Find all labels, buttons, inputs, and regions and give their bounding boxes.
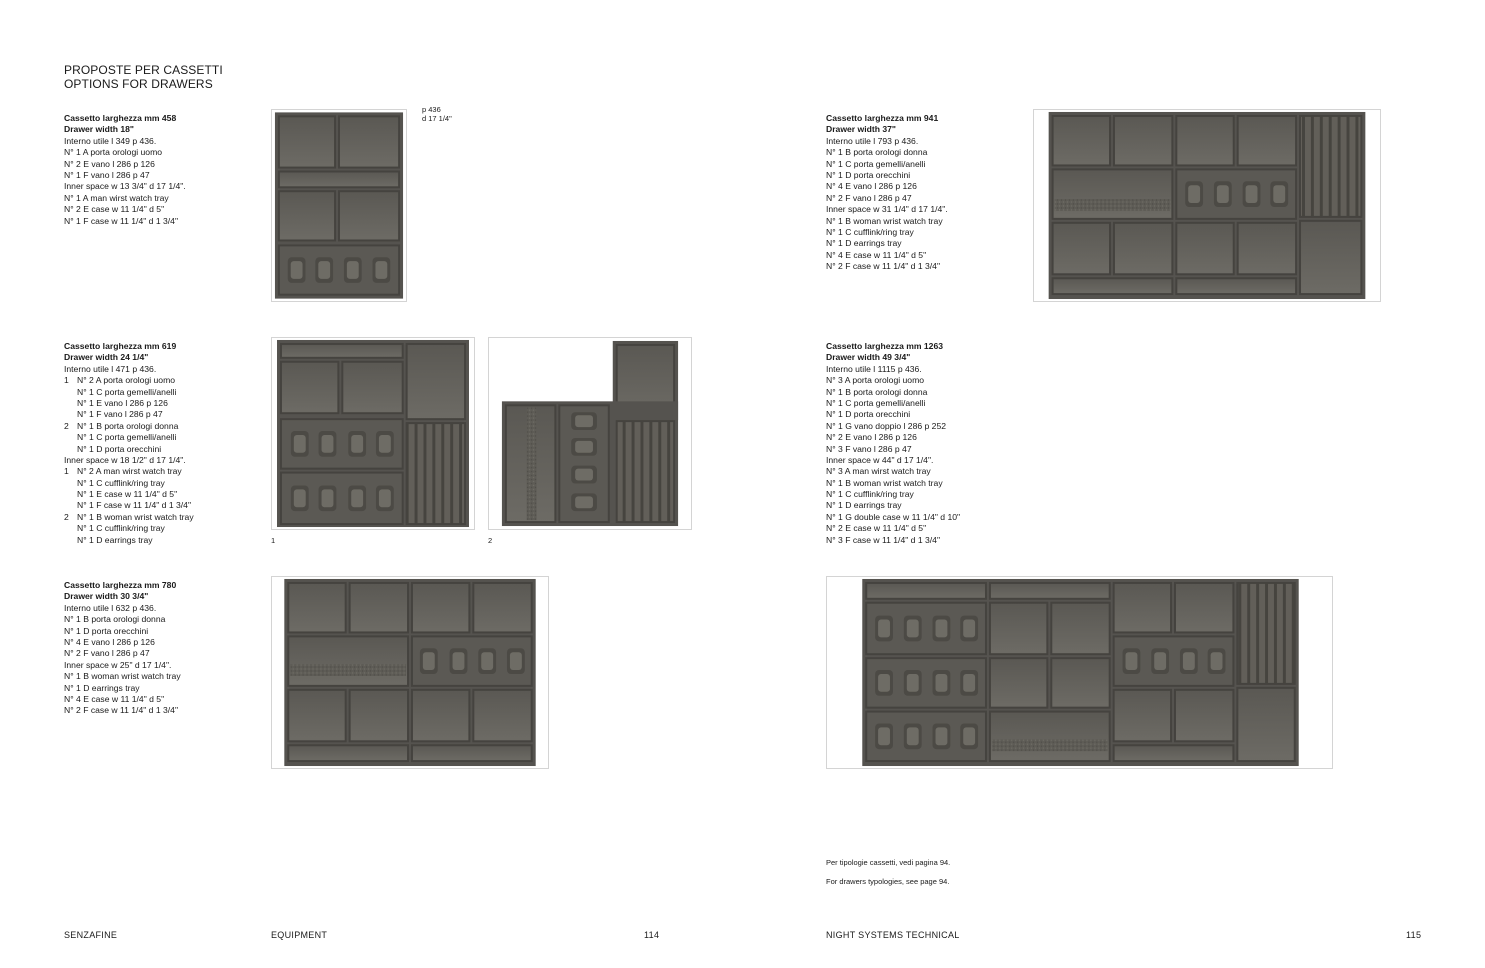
spec-line: N° 1 D porta orecchini [826,169,911,180]
spec-line: N° 4 E case w 11 1/4" d 5" [826,249,927,260]
spec-line: Inner space w 25" d 17 1/4". [64,659,172,670]
drawer-tray-619-option-2 [488,337,692,530]
spec-line: 2 N° 1 B porta orologi donna [64,420,179,431]
footer-section-right: NIGHT SYSTEMS TECHNICAL [826,930,960,940]
spec-line: N° 3 A man wirst watch tray [826,466,931,477]
spec-line: Inner space w 13 3/4" d 17 1/4". [64,181,186,192]
spec-line: Inner space w 18 1/2" d 17 1/4". [64,454,186,465]
drawer-tray-619-option-1-drawing [272,338,474,529]
footer-brand: SENZAFINE [64,930,118,940]
spec-line: N° 3 F vano l 286 p 47 [826,443,912,454]
option-number: 2 [64,420,69,431]
spec-line: N° 1 F case w 11 1/4" d 1 3/4" [77,500,191,511]
spec-line: N° 1 C cufflink/ring tray [826,226,914,237]
drawer-tray-458 [271,109,407,302]
spec-line: Interno utile l 471 p 436. [64,363,157,374]
dimension-depth-in: d 17 1/4" [422,114,452,123]
option-number: 1 [64,375,69,386]
spec-line: N° 2 E vano l 286 p 126 [826,432,917,443]
spec-title-it: Cassetto larghezza mm 458 [64,113,177,123]
option-number: 1 [64,466,69,477]
spec-line: Interno utile l 349 p 436. [64,135,157,146]
spec-title-en: Drawer width 49 3/4" [826,352,911,363]
spec-line: N° 1 C cufflink/ring tray [77,523,165,534]
spec-line: N° 1 F case w 11 1/4" d 1 3/4" [64,215,178,226]
spec-line: N° 1 C porta gemelli/anelli [826,397,926,408]
spec-line: 1 N° 2 A porta orologi uomo [64,375,176,386]
spec-line: N° 2 E vano l 286 p 126 [64,158,155,169]
spec-line: Inner space w 44" d 17 1/4". [826,454,934,465]
spec-block-941 [826,113,948,272]
spec-block-619 [64,341,194,546]
spec-line: Interno utile l 793 p 436. [826,135,919,146]
spec-block-1263 [826,341,960,546]
spec-line: N° 1 B woman wrist watch tray [826,215,943,226]
drawer-tray-941-drawing [1034,110,1380,301]
spec-title-en: Drawer width 37" [826,124,896,135]
option-2-caption: 2 [488,536,493,545]
dimension-note [422,105,452,123]
drawer-tray-1263 [826,576,1333,769]
footnote-italian: Per tipologie cassetti, vedi pagina 94. [826,858,951,867]
spec-line: N° 1 D earrings tray [826,500,902,511]
spec-line: N° 1 D earrings tray [77,534,153,545]
spec-line: N° 2 F case w 11 1/4" d 1 3/4" [826,261,940,272]
dimension-depth-mm: p 436 [422,105,441,114]
drawer-tray-458-drawing [272,110,406,301]
spec-line: 1 N° 2 A man wirst watch tray [64,466,182,477]
spec-line: N° 3 F case w 11 1/4" d 1 3/4" [826,534,940,545]
drawer-tray-780 [271,576,549,769]
spec-line: N° 1 D porta orecchini [64,625,149,636]
spec-title-it: Cassetto larghezza mm 941 [826,113,939,123]
drawer-tray-619-option-2-drawing [489,338,691,529]
spec-line: N° 1 G vano doppio l 286 p 252 [826,420,947,431]
footer-page-number-left: 114 [644,930,660,940]
spec-line: N° 1 B porta orologi donna [826,147,928,158]
spec-line: N° 1 A man wirst watch tray [64,192,169,203]
spec-line: N° 1 D earrings tray [64,682,140,693]
spec-line: N° 1 F vano l 286 p 47 [64,169,150,180]
spec-line: N° 1 D porta orecchini [826,409,911,420]
drawer-tray-780-drawing [272,577,548,768]
spec-line: N° 1 C cufflink/ring tray [77,477,165,488]
spec-line: N° 1 E case w 11 1/4" d 5" [77,489,178,500]
spec-line: N° 1 C porta gemelli/anelli [826,158,926,169]
spec-line: N° 1 B porta orologi donna [826,386,928,397]
heading-italian: PROPOSTE PER CASSETTI [64,63,223,77]
spec-line: N° 1 F vano l 286 p 47 [77,409,163,420]
spec-line: N° 4 E vano l 286 p 126 [64,636,155,647]
spec-line: Interno utile l 632 p 436. [64,602,157,613]
footnote-english: For drawers typologies, see page 94. [826,877,950,886]
spec-line: N° 2 F vano l 286 p 47 [826,192,912,203]
section-heading [64,63,223,91]
spec-line: 2 N° 1 B woman wrist watch tray [64,511,194,522]
drawer-tray-941 [1033,109,1381,302]
spec-line: N° 1 D porta orecchini [77,443,162,454]
spec-line: N° 1 D earrings tray [826,238,902,249]
spec-line: N° 1 E vano l 286 p 126 [77,397,168,408]
spec-line: N° 1 B woman wrist watch tray [826,477,943,488]
spec-line: N° 1 B woman wrist watch tray [64,671,181,682]
spec-line: N° 2 E case w 11 1/4" d 5" [826,523,927,534]
spec-title-it: Cassetto larghezza mm 780 [64,580,177,590]
footer-page-number-right: 115 [1406,930,1422,940]
spec-title-en: Drawer width 18" [64,124,134,135]
spec-block-458 [64,113,186,227]
spec-line: N° 4 E case w 11 1/4" d 5" [64,693,165,704]
heading-english: OPTIONS FOR DRAWERS [64,77,213,91]
spec-line: N° 1 A porta orologi uomo [64,147,163,158]
footer-section-left: EQUIPMENT [271,930,328,940]
spec-line: N° 4 E vano l 286 p 126 [826,181,917,192]
option-1-caption: 1 [271,536,276,545]
drawer-tray-1263-drawing [827,577,1332,768]
spec-line: N° 1 C porta gemelli/anelli [77,432,177,443]
spec-line: N° 3 A porta orologi uomo [826,375,925,386]
spec-line: N° 2 E case w 11 1/4" d 5" [64,204,165,215]
spec-title-it: Cassetto larghezza mm 1263 [826,341,944,351]
spec-line: N° 1 B porta orologi donna [64,614,166,625]
spec-line: N° 1 C porta gemelli/anelli [77,386,177,397]
option-number: 2 [64,511,69,522]
spec-line: N° 2 F case w 11 1/4" d 1 3/4" [64,705,178,716]
spec-title-it: Cassetto larghezza mm 619 [64,341,177,351]
spec-line: Interno utile l 1115 p 436. [826,363,922,374]
spec-line: Inner space w 31 1/4" d 17 1/4". [826,204,948,215]
spec-line: N° 1 G double case w 11 1/4" d 10" [826,511,961,522]
spec-line: N° 2 F vano l 286 p 47 [64,648,150,659]
spec-line: N° 1 C cufflink/ring tray [826,489,914,500]
spec-title-en: Drawer width 30 3/4" [64,591,149,602]
drawer-tray-619-option-1 [271,337,475,530]
spec-title-en: Drawer width 24 1/4" [64,352,149,363]
spec-block-780 [64,580,181,717]
